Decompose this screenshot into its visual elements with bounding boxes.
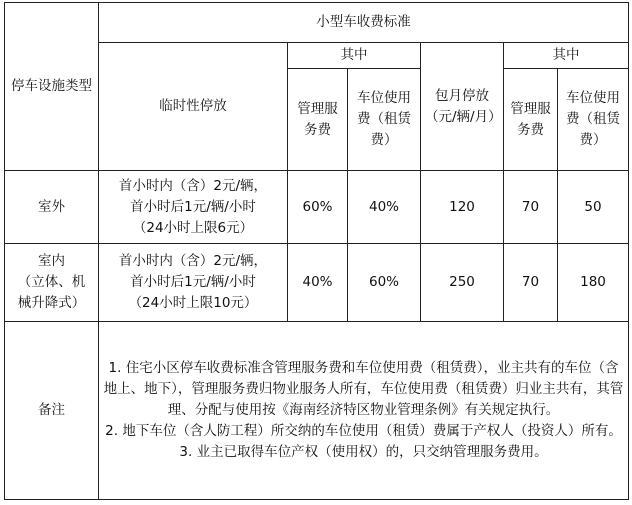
temporary-fee-line: 首小时内（含）2元/辆， [118,253,268,269]
notes-row [5,322,629,500]
facility-type-cell [5,171,99,244]
note-item: 1. 住宅小区停车收费标准含管理服务费和车位使用费（租赁费），业主共有的车位（含地上、地下），管理服务费归物业服务人所有，车位使用费（租赁费）归业主共有，其管理、分配与使用按《海南经济特区物业管理条例》有关规定执行。 [103,360,624,418]
facility-type-header [5,3,99,171]
management-fee-header-2-text: 管理服务费 [510,100,551,138]
notes-label: 备注 [38,402,65,418]
temporary-fee-cell [99,244,288,322]
space-fee-header-1-text: 车位使用费（租赁费） [357,90,411,148]
notes-content-cell [99,322,629,500]
space-share-cell: 40% [348,171,421,244]
of-which-header-2-text: 其中 [552,47,580,63]
small-car-standard-header-text: 小型车收费标准 [316,14,411,30]
management-fee-header-2 [504,69,558,171]
facility-type-cell [5,244,99,322]
management-share-cell: 40% [288,244,348,322]
space-share-cell: 60% [348,244,421,322]
facility-type-line: 室外 [38,198,65,215]
notes-label-cell [5,322,99,500]
management-fee-header-1-text: 管理服务费 [297,100,338,138]
temporary-fee-cell [99,171,288,244]
monthly-parking-header [421,43,504,171]
space-fee-header-2-text: 车位使用费（租赁费） [566,90,620,148]
temporary-fee-line: 首小时内（含）2元/辆， [118,177,268,194]
space-amount-cell: 180 [558,244,629,322]
table-row [5,244,629,322]
space-amount-cell: 50 [558,171,629,244]
space-fee-header-2 [558,69,629,171]
space-fee-header-1 [348,69,421,171]
note-item: 2. 地下车位（含人防工程）所交纳的车位使用（租赁）费属于产权人（投资人）所有。 [105,423,622,439]
parking-fee-table [4,2,629,500]
header-row-2 [5,43,629,69]
of-which-header-1-text: 其中 [340,47,368,63]
header-row-1 [5,3,629,43]
of-which-header-1 [288,43,421,69]
management-share-cell: 60% [288,171,348,244]
table-row [5,171,629,244]
facility-type-header-text: 停车设施类型 [11,78,92,94]
temporary-parking-header [99,43,288,171]
temporary-fee-line: 首小时后1元/辆/小时 [130,274,256,290]
facility-type-line: （立体、机 [17,274,86,290]
monthly-fee-cell: 120 [421,171,504,244]
facility-type-line: 室内 [38,253,65,269]
temporary-parking-header-text: 临时性停放 [159,98,227,114]
monthly-fee-cell: 250 [421,244,504,322]
monthly-parking-header-text: 包月停放（元/辆/月） [425,87,502,125]
management-amount-cell: 70 [504,171,558,244]
temporary-fee-line: （24小时上限10元） [128,295,258,311]
note-item: 3. 业主已取得车位产权（使用权）的，只交纳管理服务费用。 [179,444,548,460]
management-amount-cell: 70 [504,244,558,322]
management-fee-header-1 [288,69,348,171]
temporary-fee-line: 首小时后1元/辆/小时 [130,198,256,215]
facility-type-line: 械升降式） [17,295,86,311]
temporary-fee-line: （24小时上限6元） [132,219,254,236]
of-which-header-2 [504,43,629,69]
small-car-standard-header [99,3,629,43]
